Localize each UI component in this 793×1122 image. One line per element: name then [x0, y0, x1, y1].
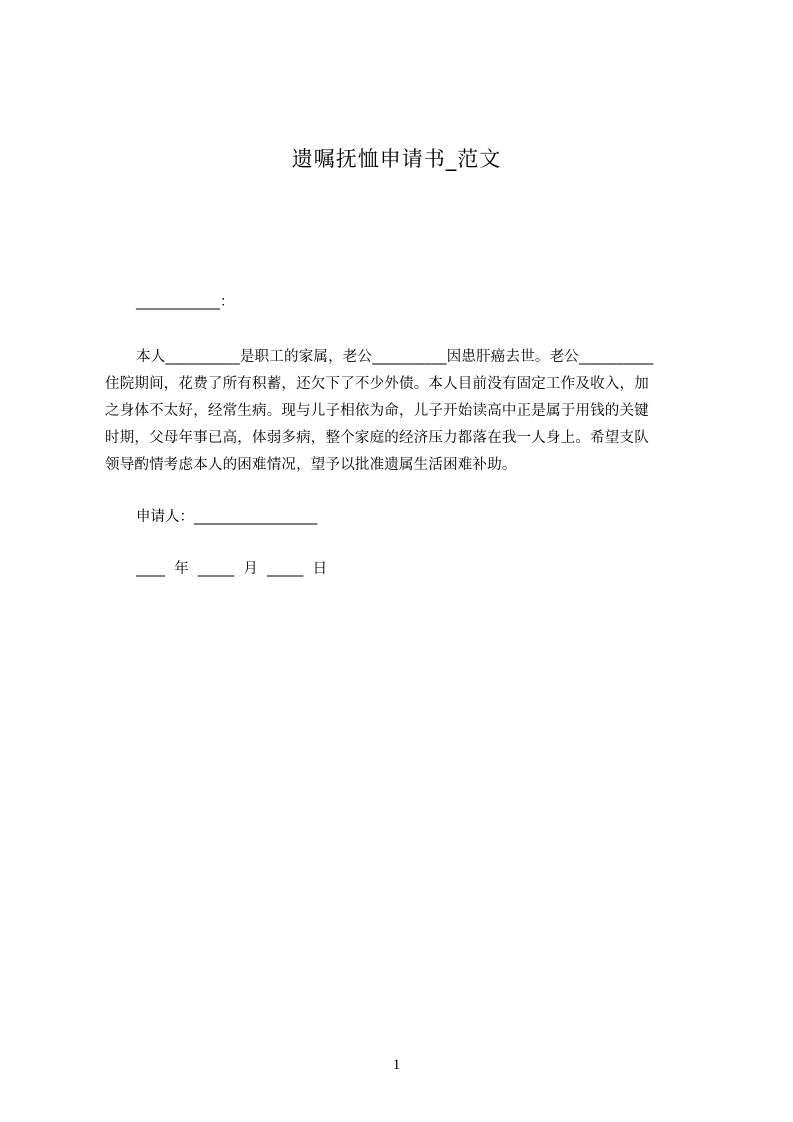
body-line-3: 之身体不太好，经常生病。现与儿子相依为命，儿子开始读高中正是属于用钱的关键 [105, 403, 649, 419]
body-line-4: 时期，父母年事已高，体弱多病，整个家庭的经济压力都落在我一人身上。希望支队 [105, 430, 649, 446]
salutation-line: ____________： [136, 294, 234, 310]
date-line: ____ 年 _____ 月 _____ 日 [136, 561, 328, 577]
body-line-5: 领导酌情考虑本人的困难情况，望予以批准遗属生活困难补助。 [105, 457, 517, 473]
body-line-1: 本人__________是职工的家属，老公__________因患肝癌去世。老公__________ [136, 349, 654, 365]
page-number: 1 [392, 1057, 401, 1073]
document-title: 遗嘱抚恤申请书_范文 [291, 147, 502, 171]
body-line-2: 住院期间，花费了所有积蓄，还欠下了不少外债。本人目前没有固定工作及收入，加 [105, 376, 649, 392]
applicant-signature-line: 申请人：_________________ [136, 509, 318, 525]
